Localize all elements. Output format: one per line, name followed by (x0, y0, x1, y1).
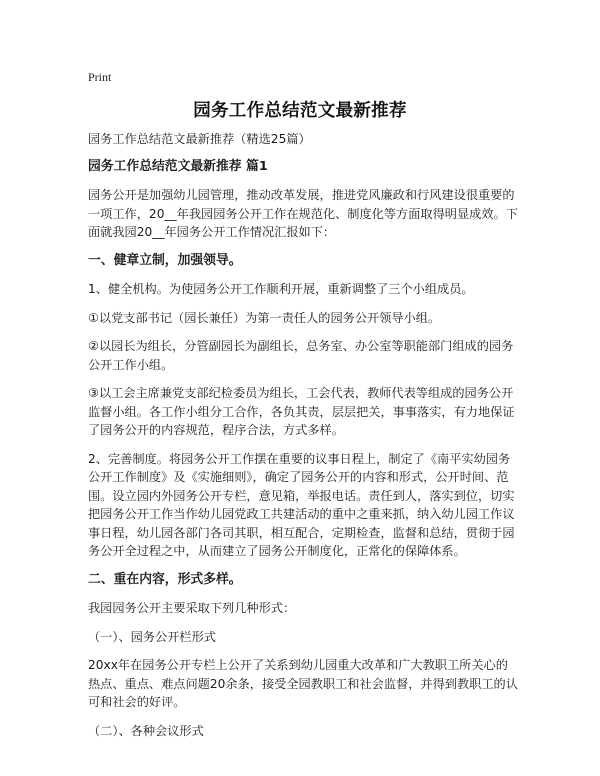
paragraph-system: 2、完善制度。将园务公开工作摆在重要的议事日程上，制定了《南平实幼园务公开工作制度》及《实施细则》，确定了园务公开的内容和形式，公开时间、范围。设立园内外园务公开专栏，意见箱，举报电话。责任到人，落实到位，切实把园务公开工作当作幼儿园党政工共建活动的重中之重来抓，纳入幼儿园工作议事日程，幼儿园各部门各司其职，相互配合，定期检查，监督和总结，贯彻于园务公开全过程之中，从而建立了园务公开制度化，正常化的保障体系。 (88, 451, 515, 558)
section-heading-1: 一、健章立制，加强领导。 (88, 252, 242, 268)
paragraph-working-group: ②以园长为组长，分管副园长为副组长，总务室、办公室等职能部门组成的园务公开工作小组。 (88, 339, 514, 372)
subheading-bulletin-board: （一）、园务公开栏形式 (88, 629, 216, 644)
subheading-meetings: （二）、各种会议形式 (88, 723, 204, 738)
document-subtitle: 园务工作总结范文最新推荐（精选25篇） (88, 132, 311, 146)
paragraph-bulletin-board: 20xx年在园务公开专栏上公开了关系到幼儿园重大改革和广大教职工所关心的热点、重点、难点问题20余条，接受全园教职工和社会监督，并得到教职工的认可和社会的好评。 (88, 658, 518, 709)
article-heading: 园务工作总结范文最新推荐 篇1 (88, 158, 268, 174)
document-body (88, 130, 518, 750)
paragraph-leading-group: ①以党支部书记（园长兼任）为第一责任人的园务公开领导小组。 (88, 310, 441, 325)
intro-paragraph: 园务公开是加强幼儿园管理，推动改革发展，推进党风廉政和行风建设很重要的一项工作，20__年我园园务公开工作在规范化、制度化等方面取得明显成效。下面就我园20__年园务公开工作情况汇报如下： (88, 188, 518, 239)
paragraph-supervision-group: ③以工会主席兼党支部纪检委员为组长，工会代表，教师代表等组成的园务公开监督小组。各工作小组分工合作，各负其责，层层把关，事事落实，有力地保证了园务公开的内容规范，程序合法，方式多样。 (88, 386, 515, 437)
paragraph-organization: 1、健全机构。为使园务公开工作顺利开展，重新调整了三个小组成员。 (88, 282, 474, 296)
document-title: 园务工作总结范文最新推荐 (193, 101, 407, 121)
print-link[interactable]: Print (88, 70, 112, 84)
paragraph-forms-intro: 我园园务公开主要采取下列几种形式： (88, 601, 296, 615)
section-heading-2: 二、重在内容，形式多样。 (88, 571, 242, 587)
